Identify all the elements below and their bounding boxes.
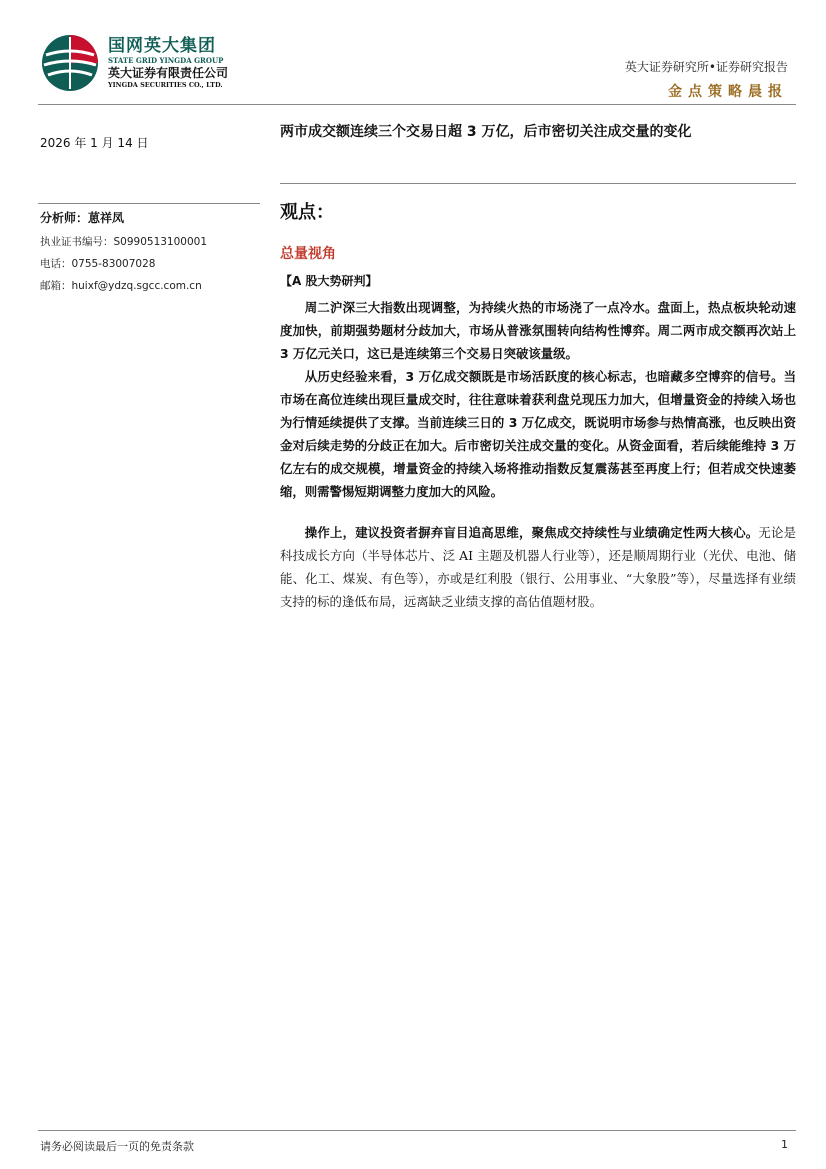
report-date: 2026 年 1 月 14 日 xyxy=(40,136,149,150)
logo-sub-cn: 英大证券有限责任公司 xyxy=(108,66,229,80)
disclaimer-note: 请务必阅读最后一页的免责条款 xyxy=(40,1140,194,1153)
bracket-title: 【A 股大势研判】 xyxy=(280,274,378,288)
header-divider xyxy=(38,104,796,105)
license-number: 执业证书编号：S0990513100001 xyxy=(40,236,208,248)
phone-number: 电话：0755-83007028 xyxy=(40,258,156,270)
paragraph-3-emphasis: 操作上，建议投资者摒弃盲目追高思维，聚焦成交持续性与业绩确定性两大核心。 xyxy=(304,525,759,540)
logo-cn-name: 国网英大集团 xyxy=(108,36,216,56)
org-line: 英大证券研究所•证券研究报告 xyxy=(624,60,788,74)
logo-en-name: STATE GRID YINGDA GROUP xyxy=(108,56,224,65)
paragraph-1: 周二沪深三大指数出现调整，为持续火热的市场浇了一点冷水。盘面上，热点板块轮动速度加快，前期强势题材分歧加大，市场从普涨氛围转向结构性博弈。周二两市成交额再次站上 3 万亿元关口，这已是连续第三个交易日突破该量级。 xyxy=(280,300,796,361)
email-address: 邮箱：huixf@ydzq.sgcc.com.cn xyxy=(40,280,202,292)
headline-divider xyxy=(280,183,796,184)
headline: 两市成交额连续三个交易日超 3 万亿，后市密切关注成交量的变化 xyxy=(280,124,692,140)
report-name: 金点策略晨报 xyxy=(668,84,788,100)
company-logo-mark xyxy=(40,33,100,93)
paragraph-2: 从历史经验来看，3 万亿成交额既是市场活跃度的核心标志，也暗藏多空博弈的信号。当市场在高位连续出现巨量成交时，往往意味着获利盘兑现压力加大，但增量资金的持续入场也为行情延续提供了支撑。当前连续三日的 3 万亿成交，既说明市场参与热情高涨，也反映出资金对后续走势的分歧正在加大。后市密切关注成交量的变化。从资金面看，若后续能维持 3 万亿左右的成交规模，增量资金的持续入场将推动指数反复震荡甚至再度上行；但若成交快速萎缩，则需警惕短期调整力度加大的风险。 xyxy=(280,369,796,499)
paragraph-3-body: 无论是科技成长方向（半导体芯片、泛 AI 主题及机器人行业等），还是顺周期行业（光伏、电池、储能、化工、煤炭、有色等），亦或是红利股（银行、公用事业、“大象股”等），尽量选择有业绩支持的标的逢低布局，远离缺乏业绩支撑的高估值题材股。 xyxy=(280,525,797,609)
analyst-name: 分析师：葸祥凤 xyxy=(40,211,125,225)
logo-sub-en: YINGDA SECURITIES CO., LTD. xyxy=(108,81,223,89)
company-logo-text xyxy=(108,36,268,90)
footer-divider xyxy=(38,1130,796,1131)
paragraph-3 xyxy=(280,521,796,613)
section-title: 观点： xyxy=(280,202,334,223)
sidebar-divider xyxy=(38,203,260,204)
sub-title: 总量视角 xyxy=(280,246,336,262)
page-number: 1 xyxy=(781,1138,788,1151)
